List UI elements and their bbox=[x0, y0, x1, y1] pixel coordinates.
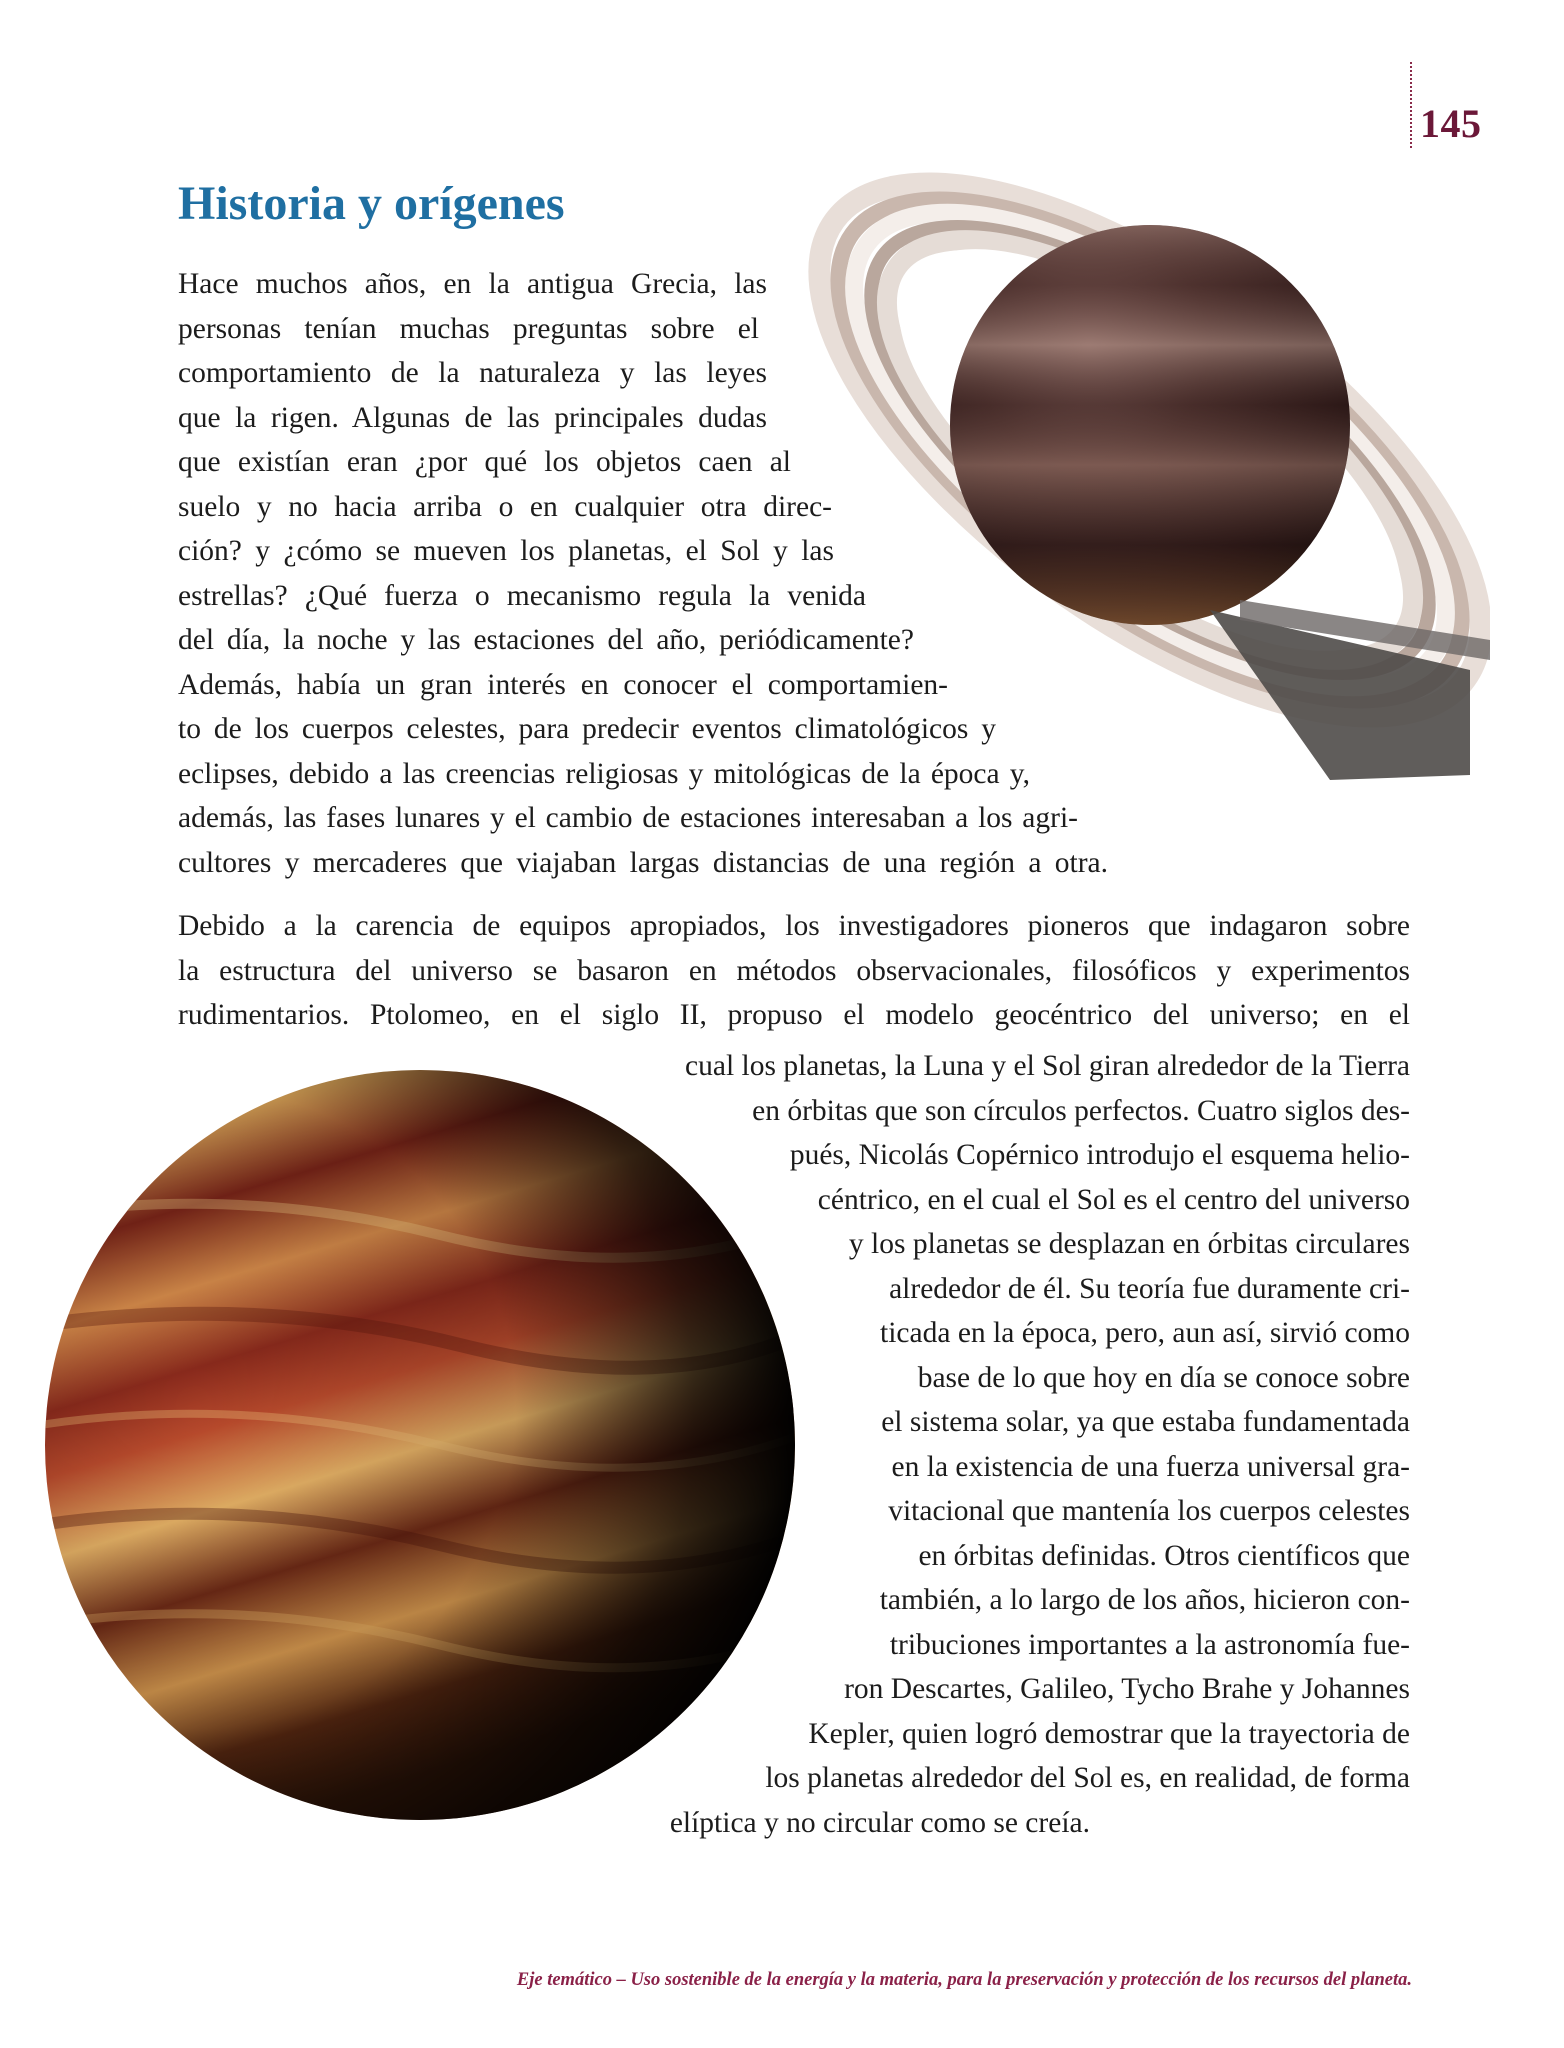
paragraph-line: Además, había un gran interés en conocer el comportamien- bbox=[178, 668, 948, 701]
page-number: 145 bbox=[1420, 101, 1482, 146]
paragraph-line: el sistema solar, ya que estaba fundamentada bbox=[881, 1406, 1410, 1438]
page-number-rule bbox=[1410, 62, 1412, 148]
paragraph-line: cultores y mercaderes que viajaban largas distancias de una región a otra. bbox=[178, 846, 1108, 879]
paragraph-line: eclipses, debido a las creencias religiosas y mitológicas de la época y, bbox=[178, 757, 1030, 790]
paragraph-line: además, las fases lunares y el cambio de estaciones interesaban a los agri- bbox=[178, 802, 1078, 834]
paragraph-line: la estructura del universo se basaron en métodos observacionales, filosóficos y experimentos bbox=[178, 954, 1410, 987]
paragraph-line: personas tenían muchas preguntas sobre el bbox=[178, 312, 759, 345]
paragraph-line: rudimentarios. Ptolomeo, en el siglo II, propuso el modelo geocéntrico del universo; en el bbox=[178, 999, 1410, 1031]
paragraph-line: cual los planetas, la Luna y el Sol giran alrededor de la Tierra bbox=[685, 1050, 1410, 1082]
paragraph-line: suelo y no hacia arriba o en cualquier otra direc- bbox=[178, 490, 832, 523]
paragraph-line: que la rigen. Algunas de las principales dudas bbox=[178, 401, 767, 434]
paragraph-line: vitacional que mantenía los cuerpos celestes bbox=[888, 1495, 1410, 1527]
paragraph-line: del día, la noche y las estaciones del año, periódicamente? bbox=[178, 624, 914, 656]
paragraph-line: ticada en la época, pero, aun así, sirvió como bbox=[880, 1317, 1410, 1349]
paragraph-line: los planetas alrededor del Sol es, en realidad, de forma bbox=[765, 1762, 1410, 1794]
paragraph-line: base de lo que hoy en día se conoce sobre bbox=[917, 1361, 1410, 1394]
paragraph-line: en la existencia de una fuerza universal gra- bbox=[891, 1450, 1410, 1483]
paragraph-line: y los planetas se desplazan en órbitas circulares bbox=[848, 1228, 1410, 1260]
paragraph-line: estrellas? ¿Qué fuerza o mecanismo regula la venida bbox=[178, 579, 866, 612]
paragraph-line: Debido a la carencia de equipos apropiados, los investigadores pioneros que indagaron sobre bbox=[178, 910, 1410, 942]
paragraph-line: alrededor de él. Su teoría fue duramente cri- bbox=[889, 1272, 1410, 1305]
paragraph-line: to de los cuerpos celestes, para predecir eventos climatológicos y bbox=[178, 713, 996, 745]
paragraph-line: elíptica y no circular como se creía. bbox=[669, 1806, 1090, 1839]
paragraph-line: ción? y ¿cómo se mueven los planetas, el Sol y las bbox=[178, 535, 834, 567]
section-title: Historia y orígenes bbox=[178, 177, 565, 230]
paragraph-line: tribuciones importantes a la astronomía fue- bbox=[889, 1628, 1410, 1661]
paragraph-line: también, a lo largo de los años, hicieron con- bbox=[879, 1584, 1410, 1616]
paragraph-2-wrapped bbox=[550, 1044, 1410, 1845]
paragraph-line: en órbitas que son círculos perfectos. Cuatro siglos des- bbox=[752, 1094, 1410, 1127]
paragraph-1 bbox=[178, 262, 1108, 885]
paragraph-line: comportamiento de la naturaleza y las leyes bbox=[178, 357, 767, 389]
paragraph-line: ron Descartes, Galileo, Tycho Brahe y Johannes bbox=[844, 1673, 1410, 1705]
footer-theme-note: Eje temático – Uso sostenible de la energía y la materia, para la preservación y protección de los recursos del planeta. bbox=[516, 1970, 1412, 1990]
paragraph-line: céntrico, en el cual el Sol es el centro del universo bbox=[817, 1183, 1410, 1216]
paragraph-line: que existían eran ¿por qué los objetos caen al bbox=[178, 446, 791, 478]
paragraph-2 bbox=[178, 904, 1410, 1038]
paragraph-line: en órbitas definidas. Otros científicos que bbox=[918, 1539, 1410, 1572]
paragraph-line: pués, Nicolás Copérnico introdujo el esquema helio- bbox=[789, 1139, 1410, 1171]
paragraph-line: Hace muchos años, en la antigua Grecia, las bbox=[178, 268, 767, 300]
paragraph-line: Kepler, quien logró demostrar que la trayectoria de bbox=[808, 1717, 1410, 1750]
